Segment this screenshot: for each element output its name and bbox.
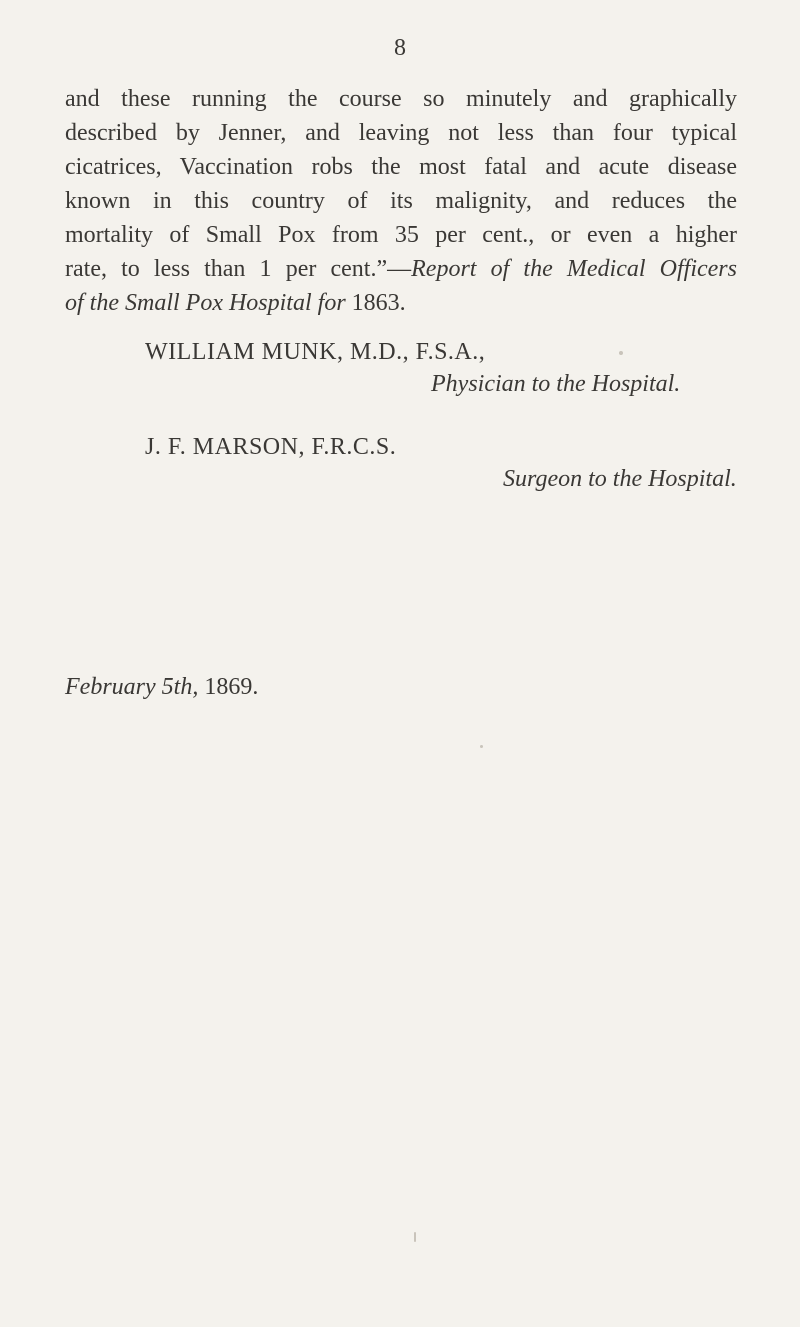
signatory-2-role: Surgeon to the Hospital. — [503, 466, 737, 492]
report-citation-cont: of the Small Pox Hospital for — [65, 290, 346, 316]
paragraph-line: cicatrices, Vaccination robs the most fatal and acute disease — [65, 154, 737, 180]
paragraph-line: described by Jenner, and leaving not less than four typical — [65, 120, 737, 146]
signatory-2-name: J. F. MARSON, F.R.C.S. — [145, 434, 397, 460]
paragraph-line: mortality of Small Pox from 35 per cent., or even a higher — [65, 222, 737, 248]
date-year: 1869. — [198, 674, 259, 700]
signatory-1-name: WILLIAM MUNK, M.D., F.S.A., — [145, 339, 486, 365]
paragraph-line — [65, 286, 737, 320]
paragraph-text: rate, to less than 1 per cent.”— — [65, 256, 412, 282]
paragraph-line — [65, 252, 737, 286]
report-citation: Report of the Medical Officers — [411, 256, 737, 282]
date-month-day: February 5th, — [65, 674, 199, 700]
page-number: 8 — [394, 35, 406, 61]
paper-speck — [414, 1232, 416, 1242]
signatory-1-role: Physician to the Hospital. — [431, 371, 681, 397]
paper-speck — [619, 351, 623, 355]
report-year: 1863. — [345, 290, 406, 316]
body-paragraph — [65, 82, 737, 320]
date-line — [65, 672, 258, 702]
paper-speck — [480, 745, 483, 748]
paragraph-line: and these running the course so minutely and graphically — [65, 86, 737, 112]
paragraph-line: known in this country of its malignity, and reduces the — [65, 188, 737, 214]
